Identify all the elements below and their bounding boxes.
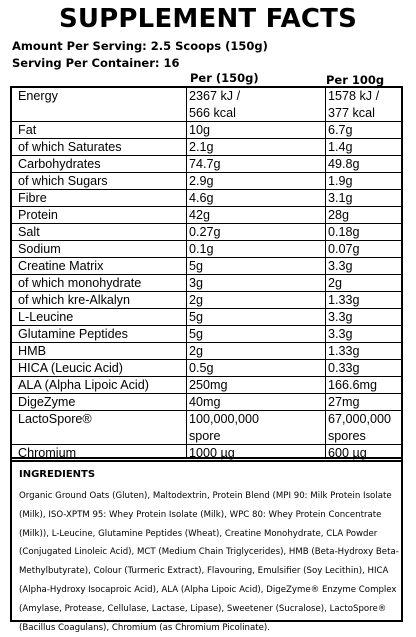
per-100g-value: 6.7g: [328, 123, 353, 137]
per-serving-value: 74.7g: [189, 157, 221, 171]
per-serving-value: 2.1g: [189, 140, 214, 154]
per-100g-value: 3.1g: [328, 191, 353, 205]
per-serving-value: 10g: [189, 123, 211, 137]
per-serving-value: 42g: [189, 208, 211, 222]
nutrient-name: Chromium: [18, 446, 77, 460]
nutrient-name: of which kre-Alkalyn: [18, 293, 130, 307]
per-100g-value: 3.3g: [328, 327, 353, 341]
per-serving-value: 5g: [189, 310, 204, 324]
table-row: [12, 105, 401, 122]
table-row: [12, 224, 401, 241]
per-serving-value: 2.9g: [189, 174, 214, 188]
per-serving-value: 40mg: [189, 395, 221, 409]
per-100g-value: 1578 kJ /: [328, 89, 380, 103]
table-row: [12, 190, 401, 207]
table-row: [12, 241, 401, 258]
nutrient-name: L-Leucine: [18, 310, 74, 324]
per-100g-value: 1.9g: [328, 174, 353, 188]
per-100g-value: 0.07g: [328, 242, 360, 256]
per-100g-value: 166.6mg: [328, 378, 378, 392]
nutrient-name: Creatine Matrix: [18, 259, 104, 273]
per-100g-value: 67,000,000: [328, 412, 392, 426]
table-row: [12, 122, 401, 139]
nutrient-name: Salt: [18, 225, 40, 239]
nutrition-table: [10, 86, 403, 459]
per-100g-value: 3.3g: [328, 259, 353, 273]
per-100g-value: 1.33g: [328, 344, 360, 358]
per-100g-value: 600 µg: [328, 446, 367, 460]
nutrient-name: Energy: [18, 89, 58, 103]
page-title: SUPPLEMENT FACTS: [58, 4, 358, 34]
nutrient-name: ALA (Alpha Lipoic Acid): [18, 378, 149, 392]
nutrient-name: Fat: [18, 123, 37, 137]
per-serving-value: 2g: [189, 293, 204, 307]
nutrient-name: HMB: [18, 344, 46, 358]
nutrient-name: Protein: [18, 208, 58, 222]
per-100g-value: 49.8g: [328, 157, 360, 171]
per-100g-value: spores: [328, 429, 366, 443]
per-serving-value: 4.6g: [189, 191, 214, 205]
table-row: [12, 309, 401, 326]
per-100g-value: 3.3g: [328, 310, 353, 324]
table-row: [12, 343, 401, 360]
nutrient-name: of which monohydrate: [18, 276, 142, 290]
table-row: [12, 377, 401, 394]
per-serving-value: 566 kcal: [189, 106, 236, 120]
per-serving-value: spore: [189, 429, 221, 443]
table-row: [12, 88, 401, 105]
table-row: [12, 394, 401, 411]
table-row: [12, 292, 401, 309]
per-serving-value: 1000 µg: [189, 446, 235, 460]
per-serving-value: 0.1g: [189, 242, 214, 256]
per-100g-value: 2g: [328, 276, 343, 290]
nutrient-name: Carbohydrates: [18, 157, 101, 171]
per-serving-value: 0.27g: [189, 225, 221, 239]
table-row: [12, 428, 401, 445]
per-100g-value: 1.33g: [328, 293, 360, 307]
per-serving-value: 3g: [189, 276, 204, 290]
table-row: [12, 139, 401, 156]
nutrient-name: HICA (Leucic Acid): [18, 361, 123, 375]
serving-size: Amount Per Serving: 2.5 Scoops (150g): [12, 39, 268, 53]
per-serving-value: 0.5g: [189, 361, 214, 375]
per-100g-value: 0.18g: [328, 225, 360, 239]
table-row: [12, 360, 401, 377]
per-100g-value: 0.33g: [328, 361, 360, 375]
table-row: [12, 156, 401, 173]
nutrition-rows: [12, 88, 401, 462]
nutrient-name: Fibre: [18, 191, 47, 205]
per-100g-value: 28g: [328, 208, 350, 222]
ingredients-text: Organic Ground Oats (Gluten), Maltodextrin, Protein Blend (MPI 90: Milk Protein Isolate (Milk), ISO-XPTM 95: Whey Protein Isolate (Milk), WPC 80: Whey Protein Concentrate (Milk)), L-Leucine, Glutamine Peptides (Wheat), Creatine Monohydrate, CLA Powder (Conjugated Linoleic Acid), MCT (Medium Chain Triglycerides), HMB (Beta-Hydroxy Beta-Methylbutyrate), Colour (Turmeric Extract), Flavouring, Emulsifier (Soy Lecithin), HICA (Alpha-Hydroxy Isocaproic Acid), ALA (Alpha Lipoic Acid), DigeZyme® Enzyme Complex (Amylase, Protease, Cellulase, Lactase, Lipase), Sweetener (Sucralose), LactoSpore® (Bacillus Coagulans), Chromium (as Chromium Picolinate).: [19, 491, 399, 633]
nutrient-name: of which Saturates: [18, 140, 122, 154]
per-serving-value: 2g: [189, 344, 204, 358]
column-header-per-serving: Per (150g): [190, 71, 259, 85]
column-header-per-100g: Per 100g: [326, 73, 385, 87]
per-100g-value: 1.4g: [328, 140, 353, 154]
servings-per-container: Serving Per Container: 16: [12, 56, 180, 70]
nutrient-name: LactoSpore®: [18, 412, 92, 426]
table-row: [12, 173, 401, 190]
nutrient-name: Glutamine Peptides: [18, 327, 128, 341]
per-100g-value: 27mg: [328, 395, 360, 409]
ingredients-panel: [10, 459, 403, 633]
ingredients-heading: INGREDIENTS: [19, 469, 96, 480]
per-serving-value: 5g: [189, 327, 204, 341]
table-row: [12, 326, 401, 343]
per-serving-value: 2367 kJ /: [189, 89, 241, 103]
per-serving-value: 5g: [189, 259, 204, 273]
table-row: [12, 411, 401, 428]
per-100g-value: 377 kcal: [328, 106, 375, 120]
nutrient-name: Sodium: [18, 242, 61, 256]
table-row: [12, 207, 401, 224]
per-serving-value: 100,000,000: [189, 412, 260, 426]
table-row: [12, 275, 401, 292]
table-row: [12, 258, 401, 275]
per-serving-value: 250mg: [189, 378, 228, 392]
nutrient-name: DigeZyme: [18, 395, 76, 409]
nutrient-name: of which Sugars: [18, 174, 108, 188]
